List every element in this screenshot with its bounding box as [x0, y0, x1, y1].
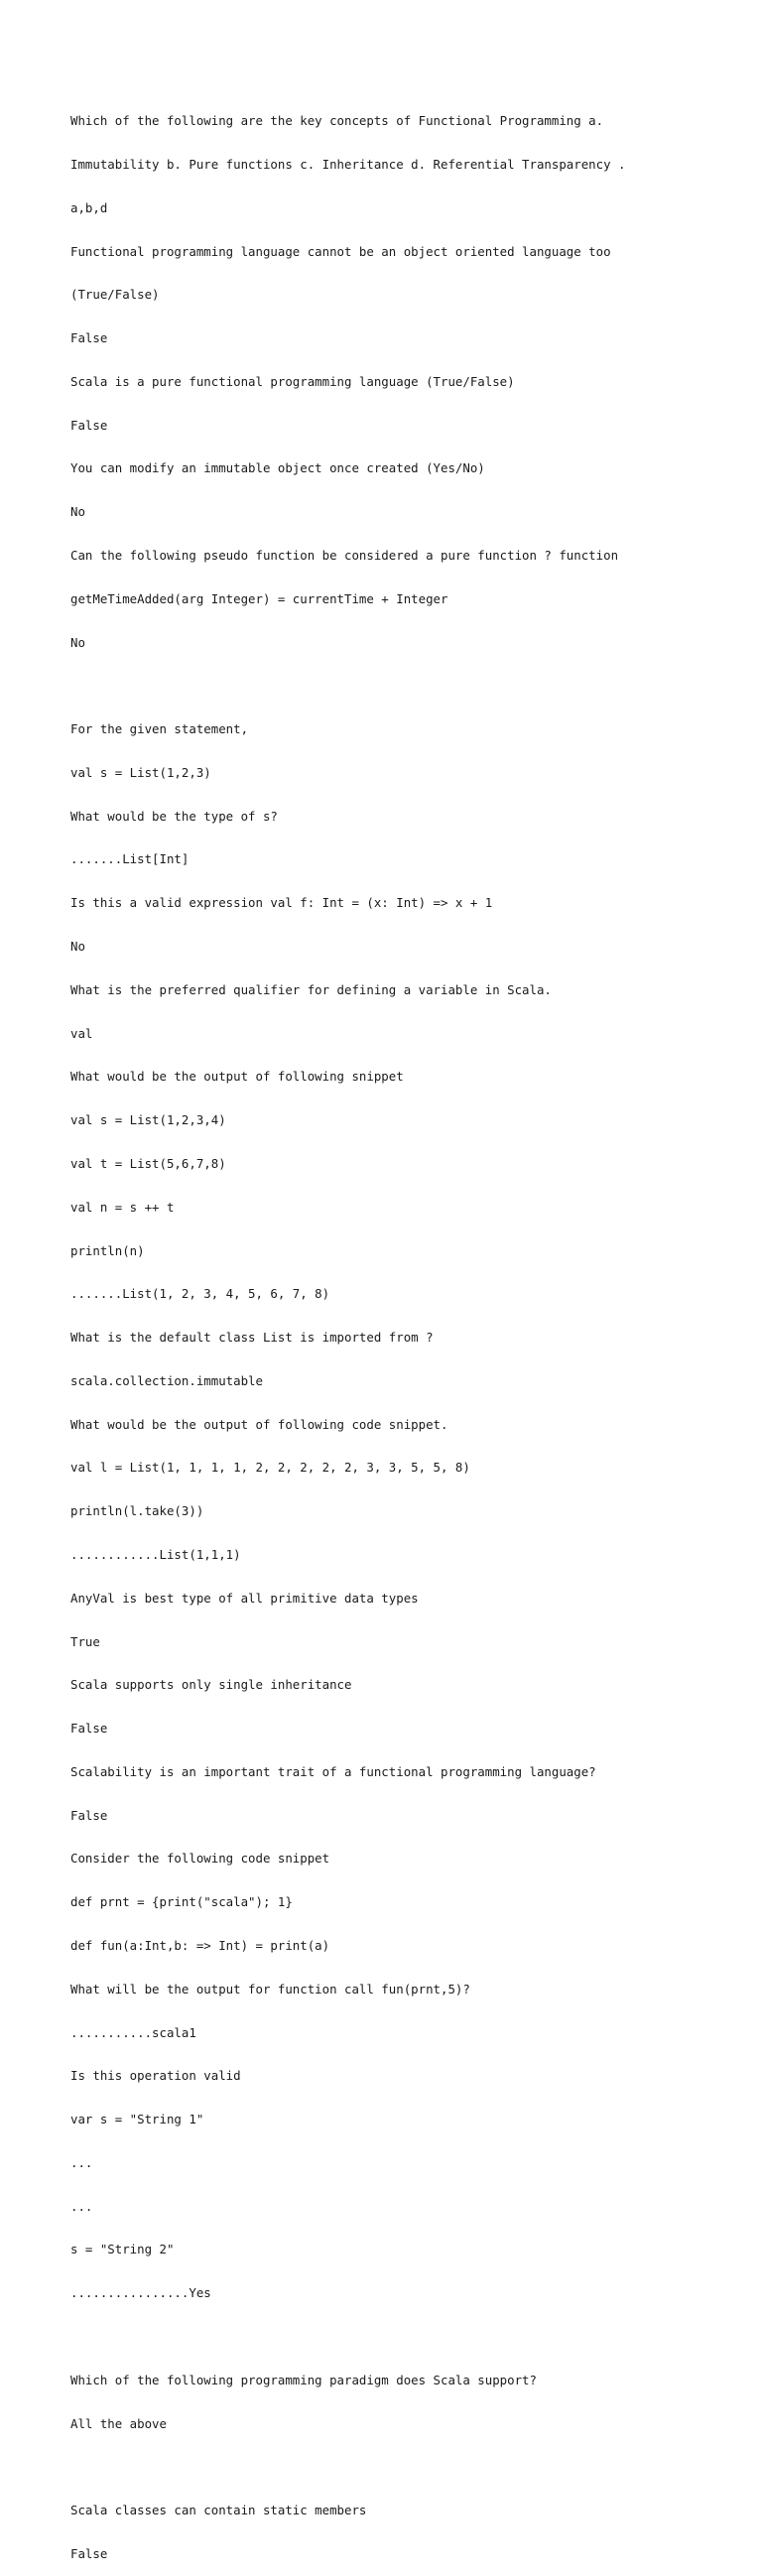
text-line: What would be the output of following code snippet. [70, 1416, 448, 1432]
text-line: .......List(1, 2, 3, 4, 5, 6, 7, 8) [70, 1286, 330, 1302]
text-line: Scala is a pure functional programming language (True/False) [70, 373, 515, 389]
blank-line [70, 2330, 745, 2345]
code-line: ... [70, 2198, 93, 2214]
text-line: What would be the type of s? [70, 808, 278, 824]
text-line: False [70, 417, 108, 433]
text-line: What will be the output for function call fun(prnt,5)? [70, 1981, 470, 1996]
text-line: .......List[Int] [70, 851, 190, 867]
text-line: Can the following pseudo function be considered a pure function ? function [70, 548, 619, 563]
text-line: Immutability b. Pure functions c. Inheritance d. Referential Transparency . [70, 156, 626, 172]
code-line: println(l.take(3)) [70, 1503, 204, 1519]
text-line: Which of the following are the key concepts of Functional Programming a. [70, 113, 604, 129]
text-line: Scalability is an important trait of a functional programming language? [70, 1763, 596, 1779]
text-line: Is this operation valid [70, 2068, 241, 2084]
text-line: getMeTimeAdded(arg Integer) = currentTime + Integer [70, 590, 448, 606]
text-line: For the given statement, [70, 721, 249, 737]
text-line: No [70, 634, 85, 650]
text-line: Scala classes can contain static members [70, 2503, 367, 2518]
code-line: def fun(a:Int,b: => Int) = print(a) [70, 1938, 330, 1953]
text-line: Is this a valid expression val f: Int = (x: Int) => x + 1 [70, 895, 493, 911]
text-line: a,b,d [70, 199, 108, 215]
blank-line [70, 679, 745, 694]
code-line: val t = List(5,6,7,8) [70, 1155, 226, 1171]
code-line: var s = "String 1" [70, 2112, 204, 2127]
code-line: def prnt = {print("scala"); 1} [70, 1894, 293, 1910]
code-line: val s = List(1,2,3,4) [70, 1112, 226, 1128]
text-line: No [70, 939, 85, 955]
code-line: val s = List(1,2,3) [70, 764, 211, 780]
text-line: (True/False) [70, 287, 160, 303]
blank-line [70, 2460, 745, 2475]
document-text [70, 85, 745, 2576]
text-line: False [70, 1721, 108, 1737]
text-line: ............List(1,1,1) [70, 1546, 241, 1562]
text-line: What would be the output of following snippet [70, 1069, 404, 1085]
text-line: What is the default class List is imported from ? [70, 1330, 434, 1346]
text-line: False [70, 2545, 108, 2561]
code-line: println(n) [70, 1242, 145, 1258]
text-line: True [70, 1633, 100, 1649]
text-line: ................Yes [70, 2285, 211, 2301]
code-line: s = "String 2" [70, 2242, 175, 2257]
text-line: What is the preferred qualifier for defining a variable in Scala. [70, 981, 552, 997]
text-line: AnyVal is best type of all primitive data types [70, 1590, 419, 1606]
text-line: False [70, 330, 108, 346]
code-line: val l = List(1, 1, 1, 1, 2, 2, 2, 2, 2, 3, 3, 5, 5, 8) [70, 1460, 470, 1476]
code-line: val n = s ++ t [70, 1199, 175, 1215]
text-line: Consider the following code snippet [70, 1851, 330, 1867]
text-line: Functional programming language cannot be an object oriented language too [70, 243, 611, 259]
text-line: No [70, 504, 85, 520]
text-line: False [70, 1807, 108, 1823]
text-line: All the above [70, 2415, 167, 2431]
text-line: Scala supports only single inheritance [70, 1677, 352, 1693]
text-line: You can modify an immutable object once created (Yes/No) [70, 460, 485, 476]
code-line: ... [70, 2154, 93, 2170]
text-line: val [70, 1025, 93, 1041]
text-line: Which of the following programming paradigm does Scala support? [70, 2372, 537, 2387]
text-line: ...........scala1 [70, 2024, 196, 2040]
text-line: scala.collection.immutable [70, 1372, 263, 1388]
